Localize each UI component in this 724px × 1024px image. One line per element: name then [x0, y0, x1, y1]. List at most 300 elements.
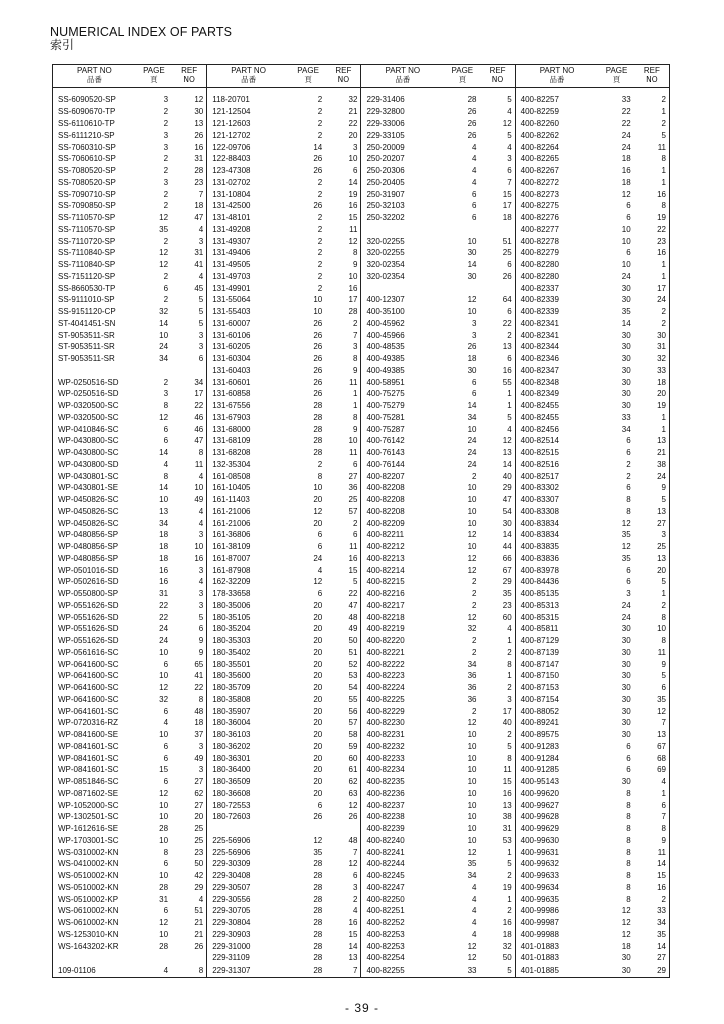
page-cell: 6 [472, 377, 477, 387]
page-cell: 20 [313, 624, 323, 634]
page-cell: 30 [621, 694, 631, 704]
ref-cell: 19 [657, 401, 666, 411]
part-no-cell: 400-82207 [361, 471, 444, 483]
ref-cell: 4 [352, 906, 358, 916]
ref-cell: 29 [502, 577, 512, 587]
part-no-cell: 400-82214 [361, 565, 444, 577]
part-no-cell: 400-82260 [515, 118, 598, 130]
ref-cell: 22 [657, 224, 666, 234]
page-cell: 28 [313, 918, 323, 928]
page-cell: 2 [163, 154, 169, 164]
part-no-cell: 122-88403 [207, 154, 290, 166]
ref-cell: 11 [657, 647, 666, 657]
part-no-cell [207, 823, 290, 835]
ref-cell: 27 [657, 518, 666, 528]
page-cell: 28 [313, 953, 323, 963]
part-no-cell: 400-83835 [515, 541, 598, 553]
ref-cell: 13 [657, 506, 666, 516]
ref-cell: 5 [198, 318, 204, 328]
page-cell: 10 [467, 741, 477, 751]
ref-cell: 2 [661, 119, 666, 129]
table-row [53, 142, 670, 154]
page-cell: 24 [621, 130, 631, 140]
part-no-cell: 400-82244 [361, 859, 444, 871]
part-no-cell: 400-99635 [515, 894, 598, 906]
ref-cell: 13 [502, 800, 512, 810]
page-cell: 33 [467, 965, 477, 975]
page-cell: 10 [467, 812, 477, 822]
ref-cell: 1 [352, 389, 358, 399]
page-cell: 8 [626, 894, 631, 904]
table-row [53, 248, 670, 260]
ref-cell: 33 [657, 906, 666, 916]
table-row [53, 259, 670, 271]
part-no-cell: WP-0250516-SD [58, 389, 119, 399]
part-no-cell: 320-02255 [361, 236, 444, 248]
part-no-cell: 400-99986 [515, 906, 598, 918]
ref-cell: 18 [194, 201, 204, 211]
part-no-cell: 161-21006 [207, 518, 290, 530]
part-no-cell: 400-82236 [361, 788, 444, 800]
part-no-cell: 132-35304 [207, 459, 290, 471]
ref-cell: 27 [194, 777, 204, 787]
page-cell: 24 [313, 553, 323, 563]
page-cell: 10 [467, 730, 477, 740]
part-no-cell: WP-0641600-SC [58, 694, 119, 704]
ref-cell: 4 [661, 777, 666, 787]
ref-cell: 3 [661, 530, 666, 540]
part-no-cell: 400-85313 [515, 600, 598, 612]
table-row [53, 588, 670, 600]
page-cell: 18 [467, 354, 477, 364]
header-part-no: PART NO 品番 [207, 65, 290, 88]
part-no-cell: 320-02354 [361, 271, 444, 283]
ref-cell: 40 [502, 471, 512, 481]
part-no-cell: 250-20306 [361, 165, 444, 177]
part-no-cell: SS-7060610-SP [58, 154, 116, 164]
part-no-cell: 131-60205 [207, 342, 290, 354]
page-cell: 2 [163, 189, 169, 199]
part-no-cell: 400-49385 [361, 353, 444, 365]
part-no-cell: 400-82265 [515, 154, 598, 166]
ref-cell: 8 [198, 448, 204, 458]
ref-cell: 15 [348, 929, 358, 939]
part-no-cell: WP-0841601-SC [58, 753, 119, 763]
part-no-cell: 400-87147 [515, 659, 598, 671]
page-cell: 2 [163, 119, 169, 129]
part-no-cell: SS-7090710-SP [58, 189, 116, 199]
table-row [53, 600, 670, 612]
page-cell: 8 [626, 835, 631, 845]
ref-cell: 15 [502, 777, 512, 787]
part-no-cell: 400-82254 [361, 953, 444, 965]
ref-cell: 2 [352, 318, 358, 328]
ref-cell: 9 [661, 659, 666, 669]
part-no-cell: 400-45962 [361, 318, 444, 330]
page-cell: 6 [472, 201, 477, 211]
page-cell: 12 [467, 953, 477, 963]
page-cell: 2 [317, 177, 323, 187]
page-cell: 12 [621, 929, 631, 939]
page-cell: 10 [159, 730, 169, 740]
page-cell: 10 [467, 753, 477, 763]
page-cell: 32 [467, 624, 477, 634]
part-no-cell: WP-0550800-SP [58, 589, 119, 599]
page-cell: 8 [626, 847, 631, 857]
page-cell: 12 [313, 835, 323, 845]
part-no-cell: 400-82253 [361, 929, 444, 941]
part-no-cell: 180-35501 [207, 659, 290, 671]
table-row [53, 847, 670, 859]
table-row [53, 436, 670, 448]
part-no-cell: WP-0430800-SC [58, 436, 119, 446]
page-cell: 24 [159, 342, 169, 352]
page-cell: 10 [467, 307, 477, 317]
ref-cell: 7 [198, 189, 204, 199]
ref-cell: 8 [198, 965, 204, 975]
part-no-cell: 400-76143 [361, 447, 444, 459]
table-row [53, 88, 670, 107]
page-cell: 6 [626, 765, 631, 775]
part-no-cell: 250-32103 [361, 201, 444, 213]
part-no-cell: 400-83307 [515, 494, 598, 506]
ref-cell: 14 [502, 530, 512, 540]
ref-cell: 12 [502, 119, 512, 129]
ref-cell: 6 [352, 871, 358, 881]
page-cell: 4 [472, 894, 477, 904]
part-no-cell: 400-82347 [515, 365, 598, 377]
ref-cell: 3 [198, 342, 204, 352]
ref-cell: 67 [502, 565, 512, 575]
page-cell: 8 [626, 859, 631, 869]
part-no-cell: WS-0610002-KN [58, 906, 119, 916]
ref-cell: 53 [502, 835, 512, 845]
part-no-cell: 121-12603 [207, 118, 290, 130]
ref-cell: 23 [194, 847, 204, 857]
part-no-cell: 400-82233 [361, 753, 444, 765]
page-cell: 6 [626, 201, 631, 211]
part-no-cell: 401-01885 [515, 964, 598, 977]
part-no-cell: WP-0430800-SD [58, 459, 119, 469]
page-cell: 28 [313, 929, 323, 939]
part-no-cell: 400-85811 [515, 624, 598, 636]
ref-cell [480, 224, 515, 236]
page-cell: 30 [621, 718, 631, 728]
page-cell: 12 [621, 518, 631, 528]
part-no-cell: ST-9053511-SR [58, 330, 115, 340]
part-no-cell: 400-82224 [361, 682, 444, 694]
ref-cell: 17 [348, 295, 358, 305]
page-cell: 10 [467, 542, 477, 552]
table-row [53, 518, 670, 530]
page-cell: 20 [313, 718, 323, 728]
ref-cell: 13 [502, 342, 512, 352]
ref-cell: 40 [502, 718, 512, 728]
ref-cell: 9 [198, 647, 204, 657]
ref-cell: 5 [507, 130, 512, 140]
page-cell: 24 [467, 448, 477, 458]
page-cell: 2 [317, 224, 323, 234]
table-row [53, 706, 670, 718]
part-no-cell: 400-82348 [515, 377, 598, 389]
part-no-cell: 400-82240 [361, 835, 444, 847]
part-no-cell: SS-6090520-SP [58, 95, 116, 105]
table-row [53, 389, 670, 401]
page-cell: 30 [621, 342, 631, 352]
ref-cell: 2 [507, 730, 512, 740]
ref-cell: 17 [502, 706, 512, 716]
page-cell: 6 [626, 213, 631, 223]
part-no-cell: 400-82245 [361, 870, 444, 882]
table-row [53, 859, 670, 871]
part-no-cell: WP-0320500-SC [58, 401, 119, 411]
part-no-cell: 400-82229 [361, 706, 444, 718]
part-no-cell: 180-35808 [207, 694, 290, 706]
ref-cell: 6 [661, 683, 666, 693]
page-cell: 3 [626, 589, 631, 599]
ref-cell: 27 [657, 953, 666, 963]
ref-cell: 4 [198, 271, 204, 281]
ref-cell: 20 [657, 565, 666, 575]
ref-cell: 65 [194, 659, 204, 669]
page-cell: 10 [467, 788, 477, 798]
page-cell: 30 [621, 365, 631, 375]
ref-cell: 8 [661, 612, 666, 622]
page-cell: 14 [621, 318, 631, 328]
page-cell: 35 [621, 530, 631, 540]
page-cell: 28 [313, 871, 323, 881]
page-cell: 12 [159, 412, 169, 422]
ref-cell: 16 [657, 248, 666, 258]
part-no-cell: 400-88052 [515, 706, 598, 718]
ref-cell: 46 [194, 424, 204, 434]
part-no-cell: 400-99988 [515, 929, 598, 941]
page-cell: 28 [313, 424, 323, 434]
ref-cell: 32 [502, 941, 512, 951]
page-cell: 10 [313, 295, 323, 305]
part-no-cell: 401-01883 [515, 941, 598, 953]
part-no-cell: WP-0430801-SC [58, 471, 119, 481]
ref-cell: 12 [657, 706, 666, 716]
page-cell: 35 [467, 859, 477, 869]
page-cell: 30 [621, 295, 631, 305]
page-cell: 6 [626, 741, 631, 751]
page-cell: 18 [159, 530, 169, 540]
part-no-cell: 131-60007 [207, 318, 290, 330]
part-no-cell: 400-48535 [361, 342, 444, 354]
part-no-cell: 400-82231 [361, 729, 444, 741]
page-cell: 20 [313, 647, 323, 657]
page-cell: 10 [467, 824, 477, 834]
ref-cell: 14 [348, 177, 358, 187]
table-row [53, 917, 670, 929]
page-cell: 24 [159, 624, 169, 634]
ref-cell: 26 [194, 130, 204, 140]
page-cell: 8 [626, 506, 631, 516]
ref-cell: 12 [348, 859, 358, 869]
ref-cell: 1 [661, 166, 666, 176]
part-no-cell: WP-0250516-SD [58, 377, 119, 387]
table-row [53, 882, 670, 894]
ref-cell: 4 [198, 506, 204, 516]
part-no-cell: SS-9111010-SP [58, 295, 115, 305]
page-cell: 30 [621, 377, 631, 387]
page-cell: 20 [313, 518, 323, 528]
ref-cell: 5 [352, 577, 358, 587]
page-cell: 28 [313, 401, 323, 411]
ref-cell: 22 [348, 589, 358, 599]
part-no-cell: 400-75275 [361, 389, 444, 401]
ref-cell: 3 [352, 142, 358, 152]
ref-cell: 1 [661, 412, 666, 422]
part-no-cell: 180-72553 [207, 800, 290, 812]
table-row [53, 729, 670, 741]
page-cell: 6 [163, 283, 169, 293]
table-row [53, 506, 670, 518]
ref-cell: 10 [194, 542, 204, 552]
part-no-cell: 225-56906 [207, 847, 290, 859]
part-no-cell: 180-36608 [207, 788, 290, 800]
page-cell: 6 [317, 589, 323, 599]
ref-cell: 44 [502, 542, 512, 552]
ref-cell: 61 [348, 765, 358, 775]
ref-cell: 17 [502, 201, 512, 211]
ref-cell: 22 [194, 683, 204, 693]
part-no-cell: WP-0720316-RZ [58, 718, 119, 728]
page-cell: 30 [621, 624, 631, 634]
header-page: PAGE 頁 [444, 65, 480, 88]
part-no-cell: 400-99630 [515, 835, 598, 847]
part-no-cell: 400-82456 [515, 424, 598, 436]
page-cell: 28 [313, 448, 323, 458]
ref-cell: 53 [348, 671, 358, 681]
part-no-cell: WP-0561616-SC [58, 647, 119, 657]
part-no-cell: 161-36806 [207, 530, 290, 542]
ref-cell: 31 [194, 248, 204, 258]
part-no-cell: 131-67556 [207, 400, 290, 412]
page-cell: 2 [317, 213, 323, 223]
page-cell: 6 [626, 565, 631, 575]
table-row [53, 612, 670, 624]
table-row [53, 929, 670, 941]
part-no-cell: SS-7110720-SP [58, 236, 116, 246]
ref-cell: 13 [502, 448, 512, 458]
page-cell: 26 [313, 365, 323, 375]
page-cell: 26 [313, 354, 323, 364]
page-cell: 3 [472, 330, 477, 340]
ref-cell: 23 [502, 600, 512, 610]
part-no-cell: 400-76142 [361, 436, 444, 448]
page-cell: 24 [159, 636, 169, 646]
part-no-cell [361, 283, 444, 295]
part-no-cell: 229-30903 [207, 929, 290, 941]
page-cell: 28 [313, 882, 323, 892]
page-cell: 14 [159, 318, 169, 328]
ref-cell [480, 283, 515, 295]
page-cell: 30 [621, 401, 631, 411]
page-cell: 20 [313, 659, 323, 669]
page-cell: 36 [467, 694, 477, 704]
page-cell: 2 [472, 589, 477, 599]
ref-cell: 3 [198, 589, 204, 599]
page-cell: 2 [163, 236, 169, 246]
ref-cell: 2 [352, 894, 358, 904]
ref-cell: 12 [348, 800, 358, 810]
page-cell: 2 [317, 189, 323, 199]
ref-cell: 45 [194, 283, 204, 293]
page-cell: 2 [317, 271, 323, 281]
page-cell: 12 [467, 553, 477, 563]
ref-cell: 6 [198, 354, 204, 364]
ref-cell: 11 [349, 448, 358, 458]
page-cell: 10 [159, 330, 169, 340]
part-no-cell: 400-82339 [515, 306, 598, 318]
ref-cell: 11 [657, 847, 666, 857]
page-cell: 26 [313, 201, 323, 211]
table-row [53, 377, 670, 389]
part-no-cell: 400-99627 [515, 800, 598, 812]
ref-cell: 48 [348, 835, 358, 845]
page-cell: 10 [467, 777, 477, 787]
table-row [53, 330, 670, 342]
page-cell: 4 [472, 154, 477, 164]
ref-cell: 26 [194, 941, 204, 951]
page-cell: 6 [472, 213, 477, 223]
part-no-cell: WP-0641600-SC [58, 659, 119, 669]
part-no-cell: 180-35006 [207, 600, 290, 612]
ref-cell: 21 [194, 918, 204, 928]
ref-cell: 6 [198, 624, 204, 634]
part-no-cell: 400-82455 [515, 400, 598, 412]
page-cell: 35 [159, 224, 169, 234]
parts-index-table [52, 64, 670, 978]
part-no-cell: WP-0450826-SC [58, 518, 119, 528]
page-cell: 30 [621, 330, 631, 340]
ref-cell: 50 [194, 859, 204, 869]
header-part-no: PART NO 品番 [53, 65, 136, 88]
part-no-cell: 229-31307 [207, 964, 290, 977]
part-no-cell: 400-82211 [361, 530, 444, 542]
ref-cell: 1 [507, 894, 512, 904]
part-no-cell: 400-87150 [515, 671, 598, 683]
table-row [53, 694, 670, 706]
page-cell: 12 [621, 189, 631, 199]
part-no-cell: 400-82264 [515, 142, 598, 154]
part-no-cell: 161-08508 [207, 471, 290, 483]
ref-cell: 2 [507, 330, 512, 340]
table-row [53, 400, 670, 412]
page-cell: 10 [159, 812, 169, 822]
part-no-cell: 131-60106 [207, 330, 290, 342]
ref-cell: 21 [194, 929, 204, 939]
page-cell: 10 [467, 800, 477, 810]
ref-cell: 64 [502, 295, 512, 305]
part-no-cell: 229-30309 [207, 859, 290, 871]
part-no-cell: WS-1253010-KN [58, 929, 119, 939]
ref-cell: 6 [507, 307, 512, 317]
page-cell: 6 [472, 389, 477, 399]
part-no-cell: 400-49385 [361, 365, 444, 377]
part-no-cell: 131-49406 [207, 248, 290, 260]
page-cell: 24 [621, 600, 631, 610]
ref-cell: 8 [352, 248, 358, 258]
ref-cell: 2 [507, 683, 512, 693]
page-cell: 10 [159, 671, 169, 681]
part-no-cell: WS-1643202-KR [58, 941, 119, 951]
ref-cell: 11 [349, 542, 358, 552]
page-cell: 8 [626, 788, 631, 798]
ref-cell: 7 [352, 847, 358, 857]
